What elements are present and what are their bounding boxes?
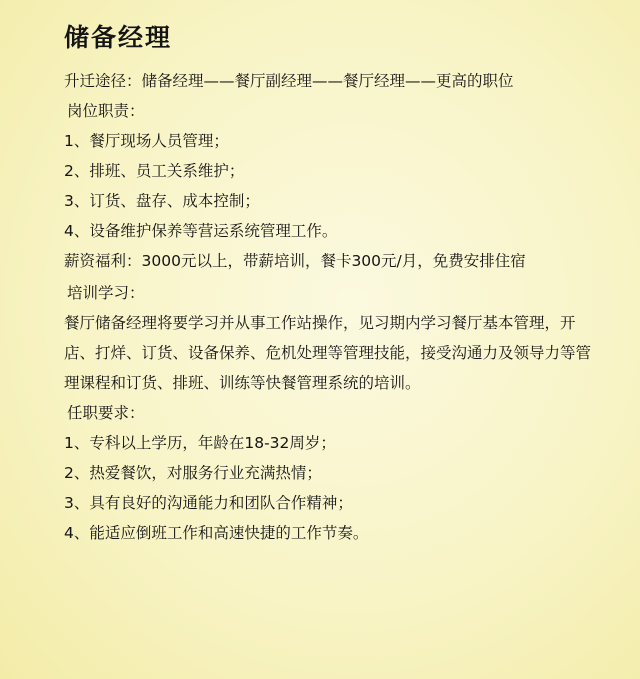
requirement-item: 4、能适应倒班工作和高速快捷的工作节奏。	[64, 524, 369, 542]
requirements-heading: 任职要求：	[67, 404, 145, 422]
duty-item: 1、餐厅现场人员管理；	[64, 132, 229, 150]
requirement-item: 3、具有良好的沟通能力和团队合作精神；	[64, 494, 353, 512]
salary-benefits: 薪资福利：3000元以上，带薪培训，餐卡300元/月，免费安排住宿	[64, 252, 526, 270]
duty-item: 2、排班、员工关系维护；	[64, 162, 245, 180]
requirement-item: 1、专科以上学历，年龄在18-32周岁；	[64, 434, 336, 452]
duty-item: 3、订货、盘存、成本控制；	[64, 192, 260, 210]
requirement-item: 2、热爱餐饮，对服务行业充满热情；	[64, 464, 322, 482]
duties-heading: 岗位职责：	[67, 102, 145, 120]
job-title: 储备经理	[64, 23, 173, 52]
training-heading: 培训学习：	[67, 284, 145, 302]
duty-item: 4、设备维护保养等营运系统管理工作。	[64, 222, 338, 240]
job-description	[64, 20, 594, 548]
promotion-path: 升迁途径：储备经理——餐厅副经理——餐厅经理——更高的职位	[64, 72, 514, 90]
training-text: 餐厅储备经理将要学习并从事工作站操作，见习期内学习餐厅基本管理，开店、打烊、订货、设备保养、危机处理等管理技能，接受沟通力及领导力等管理课程和订货、排班、训练等快餐管理系统的培训。	[64, 314, 592, 392]
